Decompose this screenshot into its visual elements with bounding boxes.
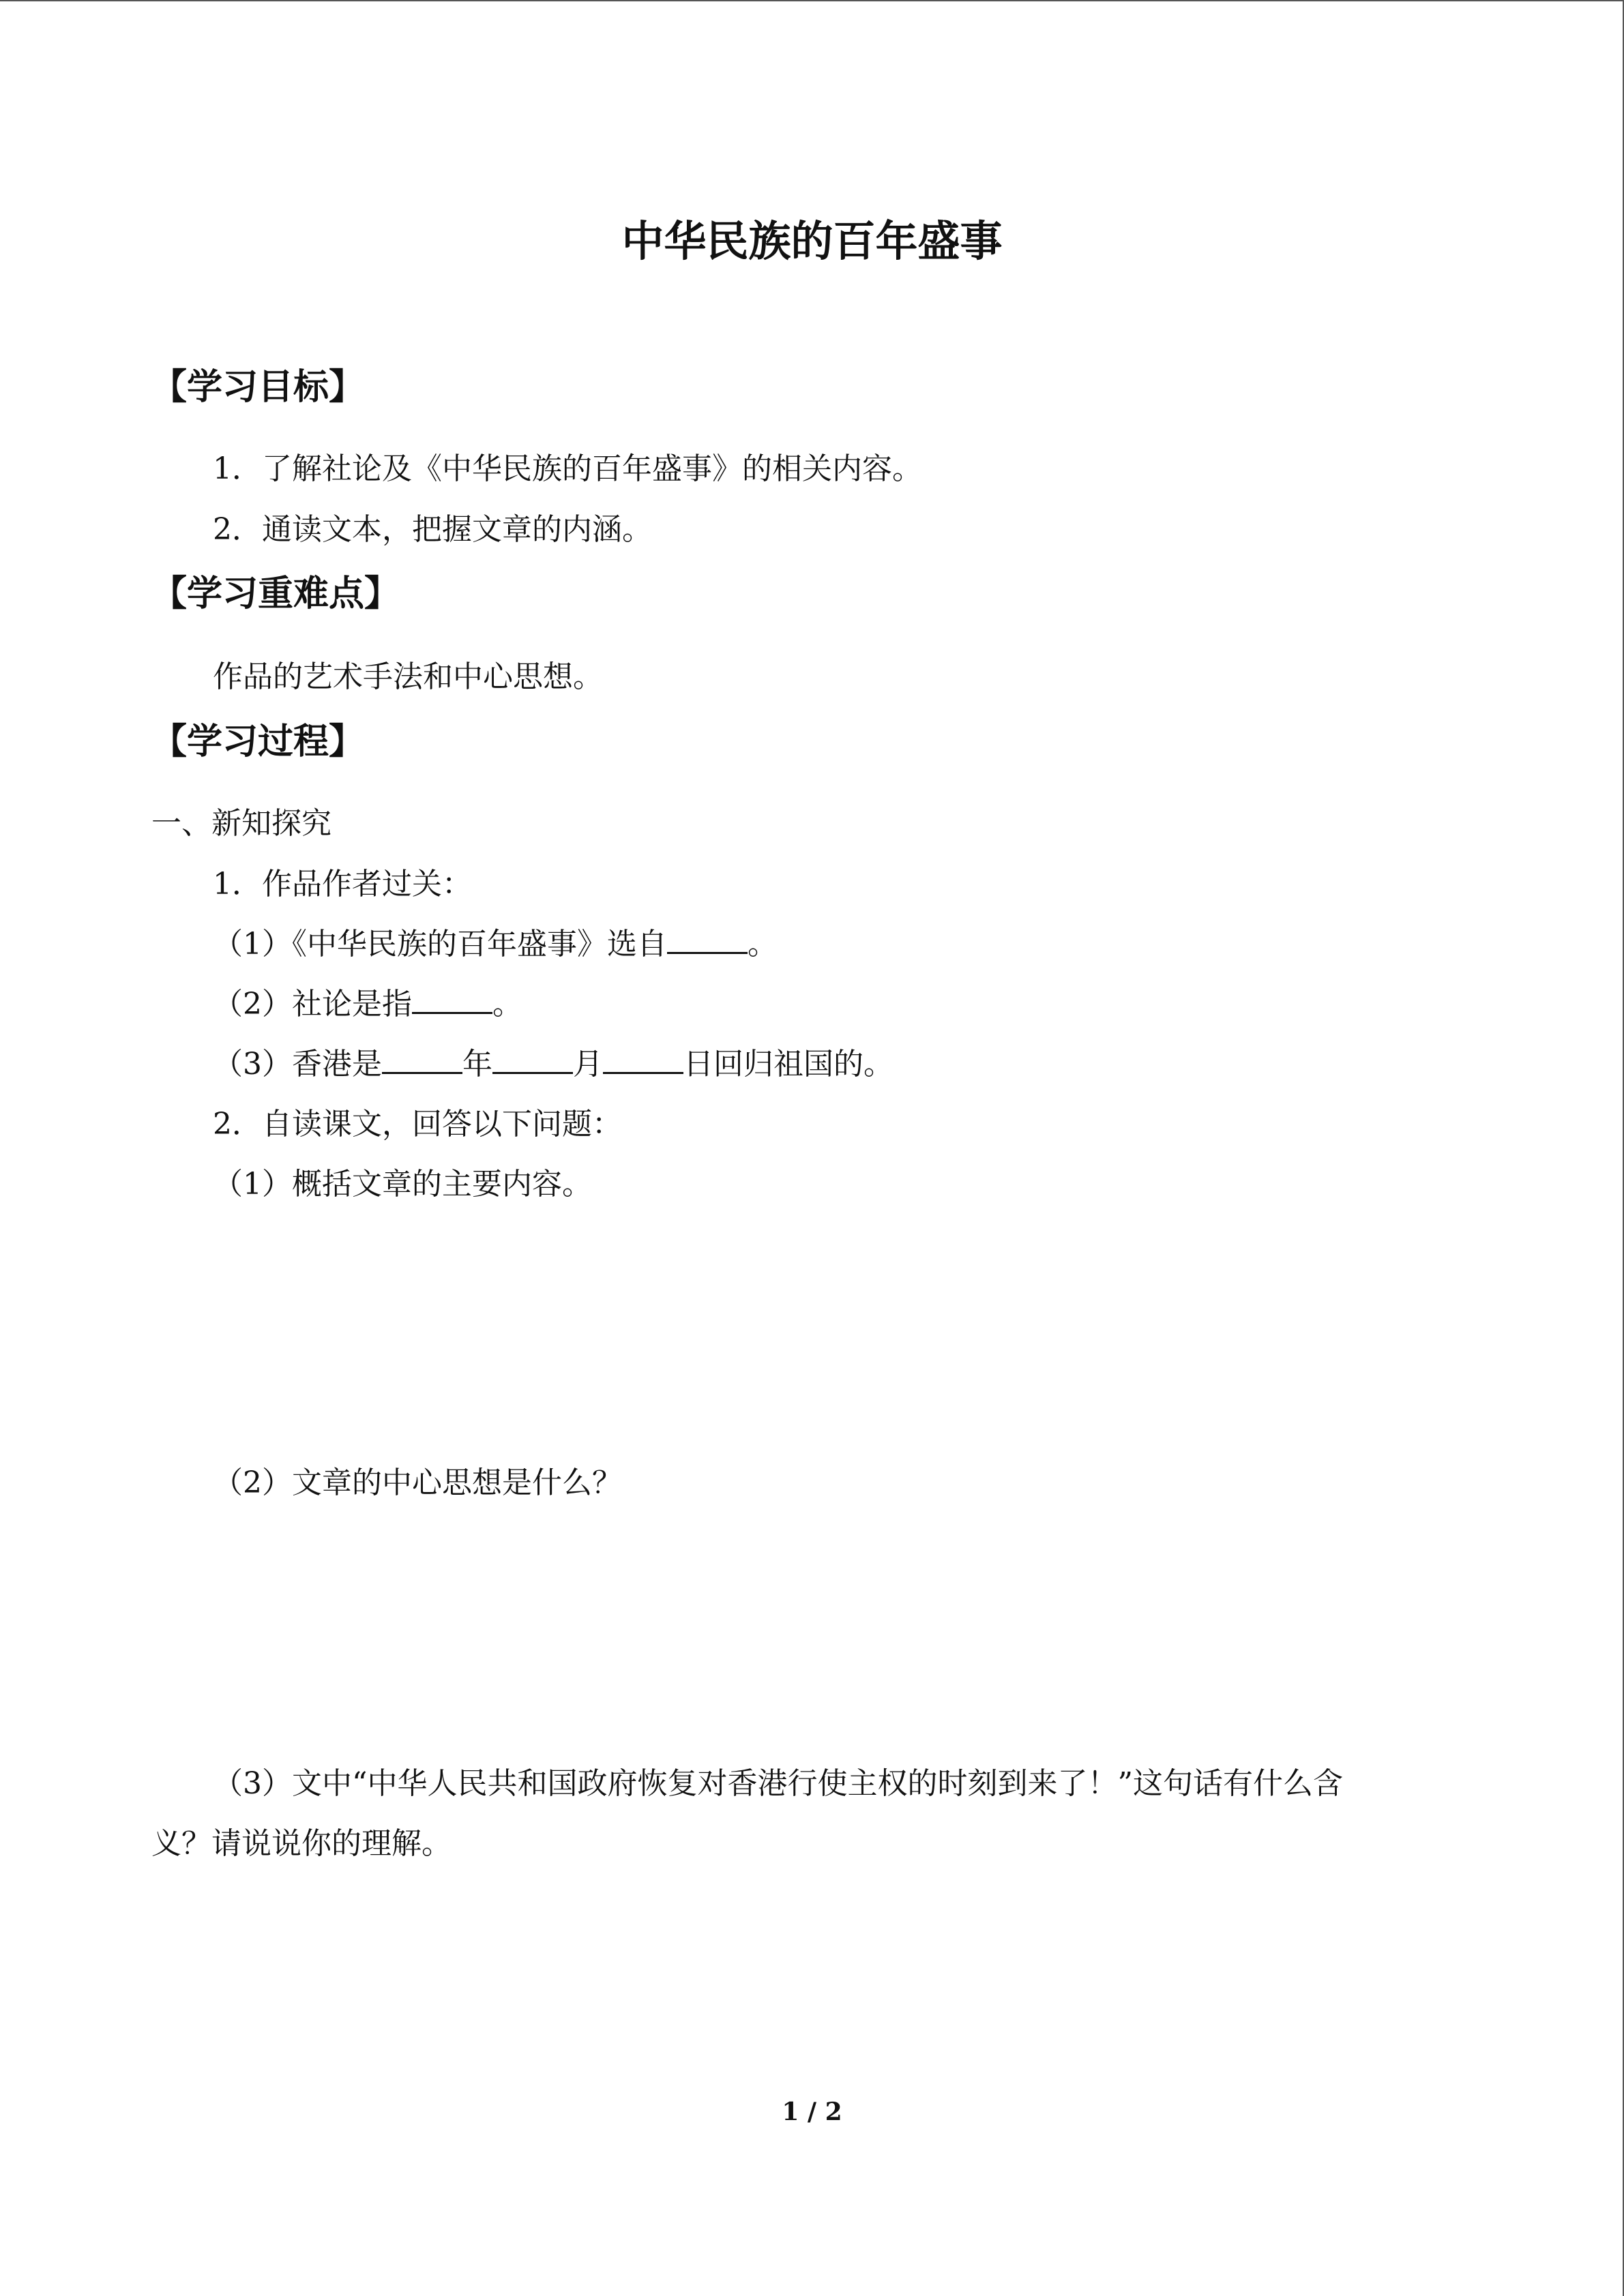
question-2-sub-2: （2）文章的中心思想是什么？ xyxy=(213,1465,622,1500)
question-1-sub-1-text: （1）《中华民族的百年盛事》选自 xyxy=(213,927,667,961)
month-label: 月 xyxy=(573,1047,603,1082)
goal-item-1: 1．了解社论及《中华民族的百年盛事》的相关内容。 xyxy=(213,451,922,486)
question-2-sub-3-line-2: 义？请说说你的理解。 xyxy=(151,1826,452,1861)
question-2-label: 2．自读课文，回答以下问题： xyxy=(213,1107,622,1142)
question-2-sub-3-line-1: （3）文中“中华人民共和国政府恢复对香港行使主权的时刻到来了！”这句话有什么含 xyxy=(213,1766,1343,1801)
question-1-sub-1-end: 。 xyxy=(748,927,778,961)
page-number: 1 / 2 xyxy=(782,2098,842,2126)
question-1-sub-3-end: 日回归祖国的。 xyxy=(683,1047,894,1082)
fill-blank-day[interactable] xyxy=(603,1045,683,1074)
question-1-label: 1．作品作者过关： xyxy=(213,867,472,901)
answer-area-1[interactable] xyxy=(213,1215,1475,1440)
goal-item-2: 2．通读文本，把握文章的内涵。 xyxy=(213,512,652,547)
year-label: 年 xyxy=(462,1047,492,1082)
question-1-sub-1 xyxy=(213,924,778,965)
question-1-sub-3-text: （3）香港是 xyxy=(213,1047,382,1082)
page-title: 中华民族的百年盛事 xyxy=(621,216,1003,266)
fill-blank-month[interactable] xyxy=(492,1045,573,1074)
fill-blank-year[interactable] xyxy=(382,1045,462,1074)
key-points-text: 作品的艺术手法和中心思想。 xyxy=(213,659,603,694)
fill-blank-source[interactable] xyxy=(667,925,748,954)
question-1-sub-2-text: （2）社论是指 xyxy=(213,987,412,1022)
key-points-heading: 【学习重难点】 xyxy=(151,573,400,614)
answer-area-2[interactable] xyxy=(213,1515,1475,1740)
part-1-label: 一、新知探究 xyxy=(151,806,331,841)
question-1-sub-3 xyxy=(213,1044,894,1085)
process-heading: 【学习过程】 xyxy=(151,721,365,762)
goals-heading: 【学习目标】 xyxy=(151,367,365,408)
fill-blank-editorial[interactable] xyxy=(412,985,492,1014)
answer-area-3[interactable] xyxy=(151,1877,1475,2068)
question-1-sub-2 xyxy=(213,984,522,1025)
question-1-sub-2-end: 。 xyxy=(492,987,522,1022)
question-2-sub-1: （1）概括文章的主要内容。 xyxy=(213,1167,592,1202)
